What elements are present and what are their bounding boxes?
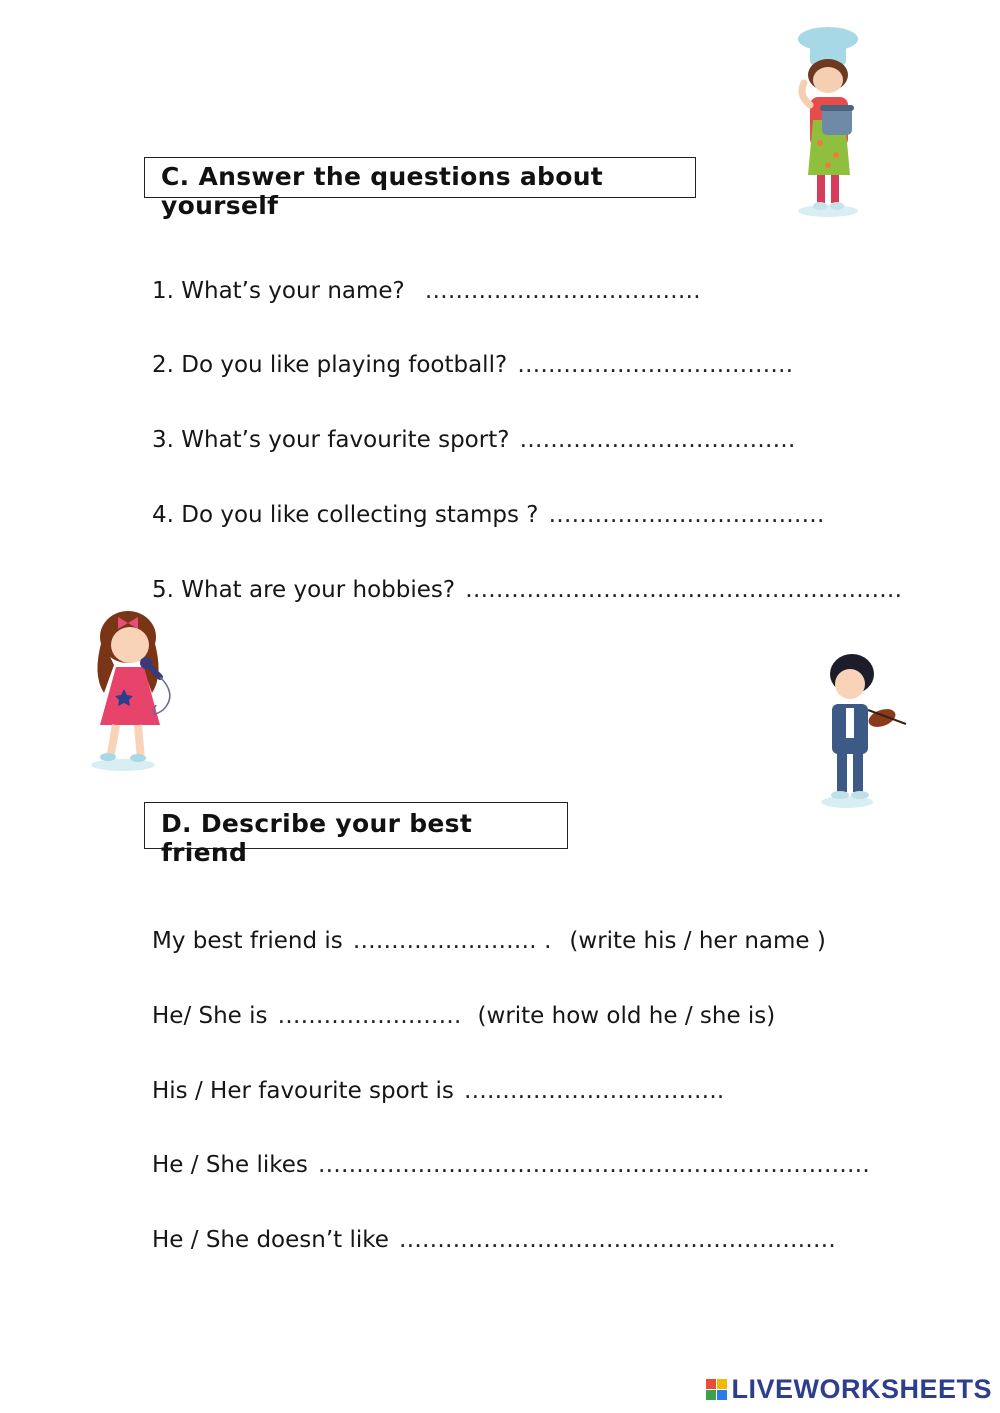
brand-name: LIVEWORKSHEETS bbox=[731, 1374, 992, 1404]
section-d-title: D. Describe your best friend bbox=[144, 802, 568, 849]
friend-line-3 bbox=[152, 1078, 724, 1104]
answer-blank[interactable]: ……………………………… bbox=[519, 427, 796, 453]
question-3 bbox=[152, 427, 795, 453]
question-text: 5. What are your hobbies? bbox=[152, 577, 456, 603]
line-hint: (write how old he / she is) bbox=[477, 1003, 776, 1029]
answer-blank[interactable]: ……………………………… bbox=[548, 502, 825, 528]
violin-boy-illustration bbox=[812, 652, 907, 812]
line-hint: (write his / her name ) bbox=[569, 928, 826, 954]
brand-grid-icon bbox=[706, 1379, 727, 1400]
section-c-title: C. Answer the questions about yourself bbox=[144, 157, 696, 198]
line-text: He/ She is bbox=[152, 1003, 268, 1029]
singing-girl-illustration bbox=[78, 605, 188, 775]
line-text: He / She doesn’t like bbox=[152, 1227, 389, 1253]
question-text: 1. What’s your name? bbox=[152, 278, 405, 304]
liveworksheets-logo bbox=[706, 1374, 992, 1405]
question-text: 3. What’s your favourite sport? bbox=[152, 427, 510, 453]
answer-blank[interactable]: ……………………………… bbox=[517, 352, 794, 378]
line-text: He / She likes bbox=[152, 1152, 308, 1178]
line-text: His / Her favourite sport is bbox=[152, 1078, 454, 1104]
friend-line-1 bbox=[152, 928, 826, 954]
question-1 bbox=[152, 278, 701, 304]
question-text: 4. Do you like collecting stamps ? bbox=[152, 502, 539, 528]
answer-blank[interactable]: ………………………………………………… bbox=[398, 1227, 836, 1253]
question-text: 2. Do you like playing football? bbox=[152, 352, 508, 378]
question-4 bbox=[152, 502, 824, 528]
answer-blank[interactable]: ………………………………………………… bbox=[465, 577, 903, 603]
question-2 bbox=[152, 352, 793, 378]
answer-blank[interactable]: …………………… . bbox=[352, 928, 552, 954]
line-text: My best friend is bbox=[152, 928, 343, 954]
answer-blank[interactable]: …………………… bbox=[277, 1003, 462, 1029]
chef-illustration bbox=[780, 25, 875, 220]
answer-blank[interactable]: ……………………………… bbox=[424, 278, 701, 304]
friend-line-2 bbox=[152, 1003, 775, 1029]
friend-line-5 bbox=[152, 1227, 836, 1253]
question-5 bbox=[152, 577, 902, 603]
answer-blank[interactable]: ……………………………. bbox=[463, 1078, 725, 1104]
friend-line-4 bbox=[152, 1152, 870, 1178]
answer-blank[interactable]: ……………………………………………………………… bbox=[317, 1152, 870, 1178]
